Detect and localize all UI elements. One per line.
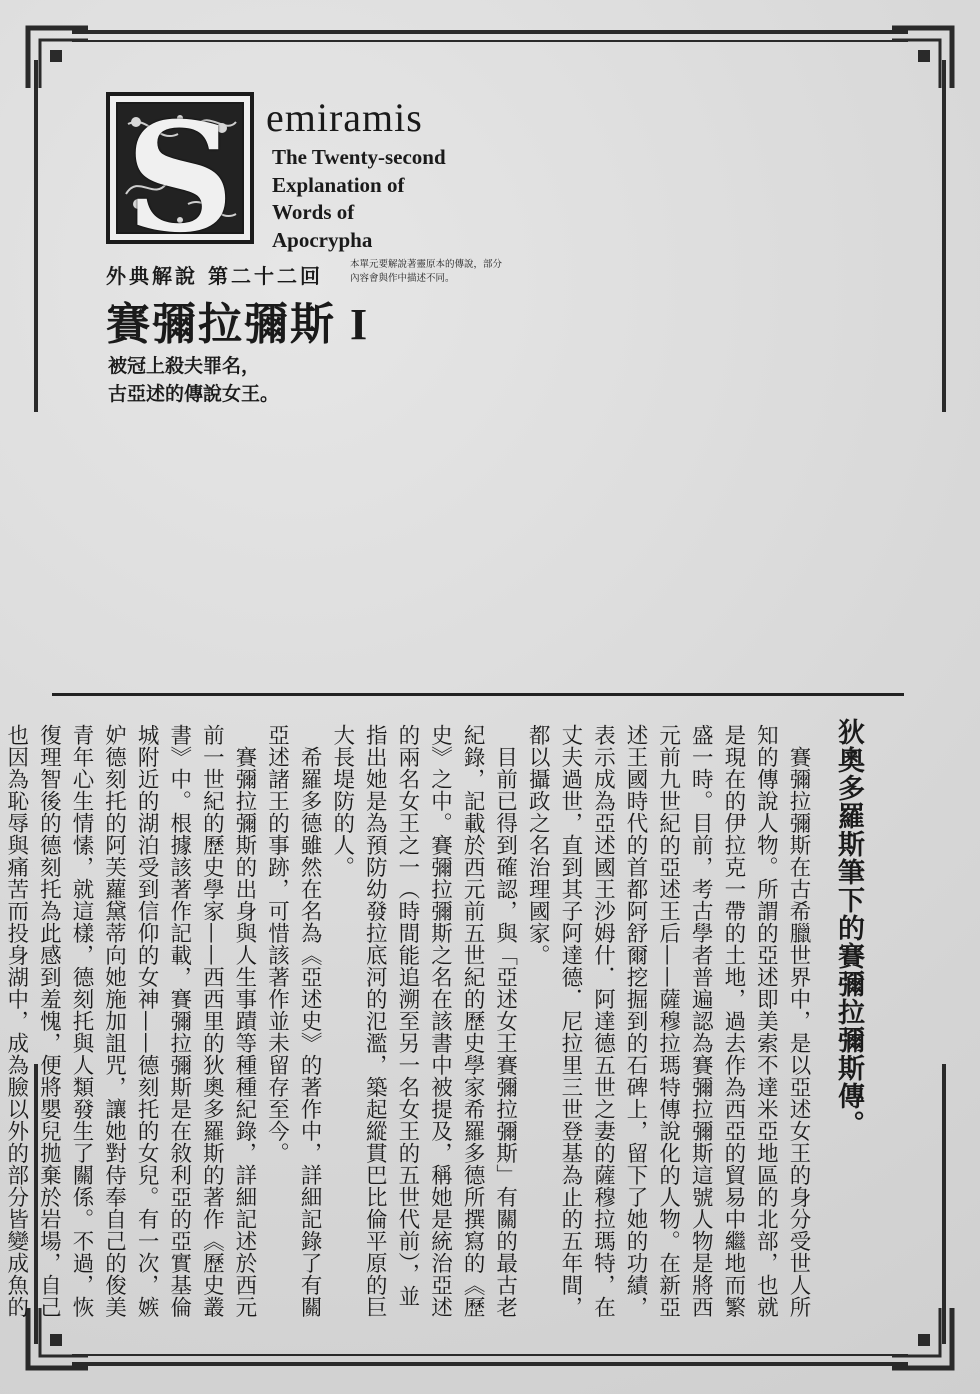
corner-ornament-top-right-icon xyxy=(882,18,962,98)
section-heading: 狄奧多羅斯筆下的賽彌拉彌斯傳。 xyxy=(833,718,864,1138)
english-subtitle-line: Explanation of xyxy=(272,172,405,197)
dropcap-floral-background xyxy=(116,90,244,266)
frame-right-top-line xyxy=(942,60,946,412)
article-header xyxy=(106,92,626,412)
page-subtitle xyxy=(108,352,279,408)
english-subtitle-line: Words of xyxy=(272,200,355,224)
corner-ornament-bottom-right-icon xyxy=(882,1298,962,1378)
frame-left-top-line xyxy=(34,60,38,412)
english-subtitle-line: Apocrypha xyxy=(272,227,373,252)
english-subtitle-line: The Twenty-second xyxy=(272,145,446,169)
frame-top-inner-line xyxy=(72,40,908,42)
series-label: 外典解說 第二十二回 xyxy=(106,264,323,288)
body-paragraph: 目前已得到確認，與「亞述女王賽彌拉彌斯」有關的最古老紀錄，記載於西元前五世紀的歷史學家希羅多德所撰寫的《歷史》之中。賽彌拉彌斯之名在該書中被提及，稱她是統治亞述的兩名女王之一（時間能追溯至另一名女王的五世代前），並指出她是為預防幼發拉底河的氾濫，築起縱貫巴比倫平原的巨大長堤防的人。 xyxy=(329,724,518,1318)
body-paragraph: 希羅多德雖然在名為《亞述史》的著作中，詳細記錄了有關亞述諸王的事跡，可惜該著作並未留存至今。 xyxy=(264,724,323,1318)
title-word-rest: emiramis xyxy=(266,95,423,140)
subtitle-line: 被冠上殺夫罪名， xyxy=(108,355,261,377)
dropcap-letter: S xyxy=(125,90,235,266)
body-paragraph: 賽彌拉彌斯在古希臘世界中，是以亞述女王的身分受世人所知的傳說人物。所謂的亞述即美索不達米亞地區的北部，也就是現在的伊拉克一帶的土地，過去作為西亞的貿易中繼地而繁盛一時。目前，考古學者普遍認為賽彌拉彌斯這號人物是將西元前九世紀的亞述王后——薩穆拉瑪特傳說化的人物。在新亞述王國時代的首都阿舒爾挖掘到的石碑上，留下了她的功績，表示成為亞述國王沙姆什．阿達德五世之妻的薩穆拉瑪特，在丈夫過世，直到其子阿達德．尼拉里三世登基為止的五年間，都以攝政之名治理國家。 xyxy=(525,724,811,1318)
page-title-numeral: I xyxy=(350,300,370,349)
subtitle-line: 古亞述的傳說女王。 xyxy=(108,383,280,405)
frame-bottom-inner-line xyxy=(72,1354,908,1356)
corner-ornament-top-left-icon xyxy=(18,18,98,98)
dropcap-box xyxy=(106,90,254,266)
page-title-name: 賽彌拉彌斯 xyxy=(106,299,336,350)
english-subtitle xyxy=(272,144,446,254)
frame-top-line xyxy=(72,30,908,34)
section-divider xyxy=(52,693,904,696)
frame-bottom-line xyxy=(72,1362,908,1366)
article-body xyxy=(3,724,814,1324)
body-paragraph: 賽彌拉彌斯的出身與人生事蹟等種種紀錄，詳細記述於西元前一世紀的歷史學家——西西里的狄奧多羅斯的著作《歷史叢書》中。根據該著作記載，賽彌拉彌斯是在敘利亞的亞實基倫城附近的湖泊受到信仰的女神——德刻托的女兒。有一次，嫉妒德刻托的阿芙蘿黛蒂向她施加詛咒，讓她對侍奉自己的俊美青年心生情愫，就這樣，德刻托與人類發生了關係。不過，恢復理智後的德刻托為此感到羞愧，便將嬰兒拋棄於岩場，自己也因為恥辱與痛苦而投身湖中，成為臉以外的部分皆變成魚的 xyxy=(3,724,257,1318)
series-note: 本單元要解說著靈原本的傳說，部分內容會與作中描述不同。 xyxy=(350,259,503,284)
page-title xyxy=(106,288,369,352)
